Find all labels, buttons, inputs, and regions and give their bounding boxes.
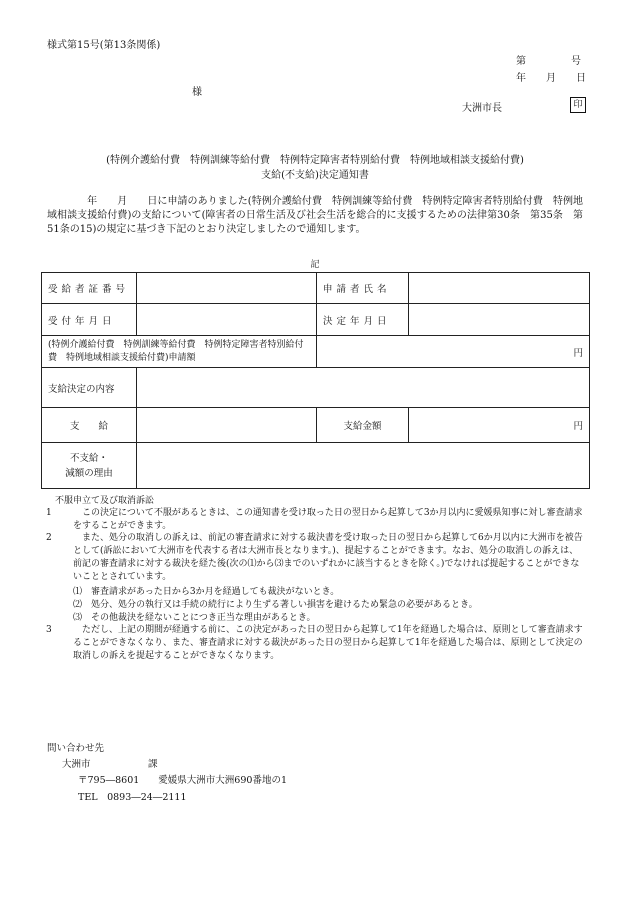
contact-city: 大洲市 — [62, 759, 91, 770]
decision-date-value — [409, 304, 590, 336]
appeal-item-text: ただし、上記の期間が経過する前に、この決定があった日の翌日から起算して1年を経過した場合は、原則として審査請求することができなくなり、また、審査請求に対する裁決があった日の翌日から起算して1年を経過した場合は、原則として決定の取消しの訴えを提起することができなくなります。 — [73, 625, 583, 661]
payment-amount-label: 支給金額 — [317, 408, 409, 443]
seal-mark: 印 — [570, 97, 586, 113]
appeal-item-number: 2 — [46, 533, 52, 543]
table-row — [42, 273, 590, 304]
document-number-suffix: 号 — [571, 56, 581, 67]
date-day: 日 — [576, 73, 586, 84]
received-date-value — [137, 304, 317, 336]
payment-label: 支 給 — [42, 408, 137, 443]
received-date-label: 受付年月日 — [42, 304, 137, 336]
appeal-heading: 不服申立て及び取消訴訟 — [55, 496, 155, 506]
payment-amount-yen: 円 — [409, 408, 590, 443]
contact-phone: TEL 0893―24―2111 — [78, 792, 187, 803]
recipient-id-value — [137, 273, 317, 304]
appeal-item — [46, 624, 585, 663]
date-month: 月 — [546, 73, 556, 84]
appeal-item-text: また、処分の取消しの訴えは、前記の審査請求に対する裁決書を受け取った日の翌日から起算して6か月以内に大洲市を被告として(訴訟において大洲市を代表する者は大洲市長となります。)、提起することができます。なお、処分の取消しの訴えは、前記の審査請求に対する裁決を経た後(次の⑴から⑶までのいずれかに該当するときを除く。)でなければ提起することができないこととされています。 — [73, 533, 583, 582]
table-row — [42, 368, 590, 408]
issue-date — [516, 69, 586, 84]
notice-table — [41, 272, 590, 489]
decision-content-value — [137, 368, 590, 408]
appeal-sub-item: ⑶ その他裁決を経ないことにつき正当な理由があるとき。 — [73, 613, 316, 623]
issuer-name: 大洲市長 — [462, 103, 502, 114]
form-number: 様式第15号(第13条関係) — [47, 40, 161, 51]
ki-marker: 記 — [310, 260, 320, 270]
title-benefit-types: (特例介護給付費 特例訓練等給付費 特例特定障害者特別給付費 特例地域相談支援給付費) — [106, 155, 524, 166]
decision-date-label: 決定年月日 — [317, 304, 409, 336]
applicant-name-label: 申請者氏名 — [317, 273, 409, 304]
rejection-label-line1: 不支給・ — [69, 452, 108, 464]
body-paragraph: 年 月 日に申請のありました(特例介護給付費 特例訓練等給付費 特例特定障害者特別給付費 特例地域相談支援給付費)の支給について(障害者の日常生活及び社会生活を総合的に支援するための法律第30条 第35条 第51条の15)の規定に基づき下記のとおり決定しましたので通知します。 — [47, 196, 583, 235]
appeal-item-text: この決定について不服があるときは、この通知書を受け取った日の翌日から起算して3か月以内に愛媛県知事に対し審査請求をすることができます。 — [73, 508, 583, 531]
table-row — [42, 304, 590, 336]
payment-value — [137, 408, 317, 443]
decision-content-label: 支給決定の内容 — [42, 368, 137, 408]
rejection-reason-label — [42, 443, 137, 489]
appeal-item-number: 3 — [46, 625, 52, 635]
table-row — [42, 336, 590, 368]
document-number-label: 第 — [516, 56, 526, 67]
table-row — [42, 443, 590, 489]
recipient-id-label: 受給者証番号 — [42, 273, 137, 304]
rejection-label-line2: 減額の理由 — [65, 467, 113, 479]
appeal-item — [46, 532, 585, 584]
contact-heading: 問い合わせ先 — [47, 743, 105, 754]
application-amount-label: (特例介護給付費 特例訓練等給付費 特例特定障害者特別給付費 特例地域相談支援給付費)申請額 — [42, 336, 317, 368]
appeal-sub-item: ⑴ 審査請求があった日から3か月を経過しても裁決がないとき。 — [73, 587, 340, 597]
document-title: 支給(不支給)決定通知書 — [261, 170, 369, 181]
appeal-item-number: 1 — [46, 508, 52, 518]
rejection-reason-value — [137, 443, 590, 489]
addressee-suffix: 様 — [192, 87, 202, 98]
appeal-item — [46, 507, 585, 533]
contact-section-suffix: 課 — [148, 759, 158, 770]
table-row — [42, 408, 590, 443]
applicant-name-value — [409, 273, 590, 304]
appeal-sub-item: ⑵ 処分、処分の執行又は手続の続行により生ずる著しい損害を避けるため緊急の必要があるとき。 — [73, 600, 478, 610]
contact-address: 〒795―8601 愛媛県大洲市大洲690番地の1 — [78, 775, 287, 786]
date-year: 年 — [516, 73, 526, 84]
application-amount-yen: 円 — [317, 336, 590, 368]
